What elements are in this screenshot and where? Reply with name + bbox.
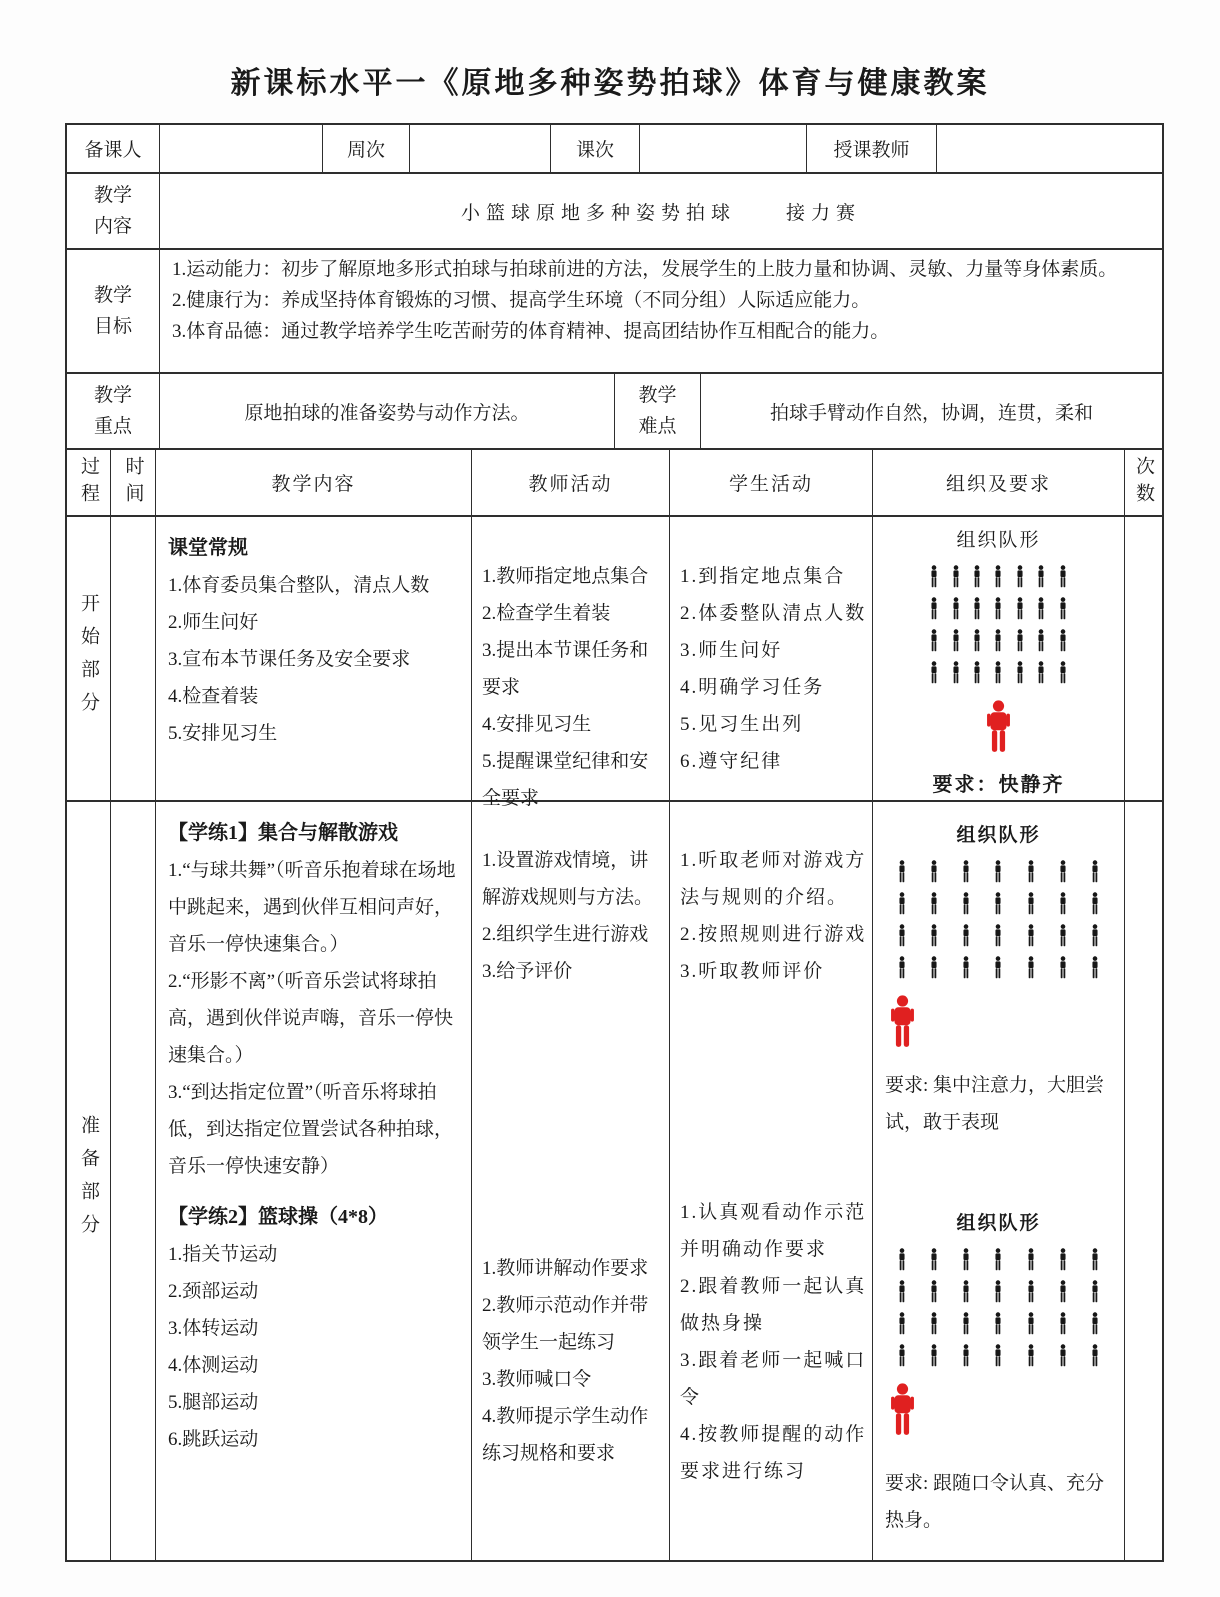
student-person-icon	[897, 956, 907, 979]
list-item: 2.颈部运动	[168, 1281, 259, 1302]
student-person-icon	[1026, 892, 1036, 915]
student-person-icon	[993, 1312, 1003, 1335]
list-item: 2.“形影不离”（听音乐尝试将球拍高，遇到伙伴说声嗨，音乐一停快速集合。）	[168, 971, 454, 1066]
student-person-icon	[929, 1344, 939, 1367]
list-item: 4.安排见习生	[482, 714, 592, 735]
list-item: 1.体育委员集合整队，清点人数	[168, 575, 430, 596]
header-teaching-content: 教学内容	[156, 450, 472, 515]
start-org-title: 组织队形	[956, 530, 1041, 551]
objectives-list	[160, 250, 1162, 372]
start-student-list	[680, 517, 868, 780]
list-item: 1.运动能力：初步了解原地多形式拍球与拍球前进的方法，发展学生的上肢力量和协调、灵敏、力量等身体素质。	[172, 259, 1118, 280]
list-item: 6.遵守纪律	[680, 751, 783, 772]
student-person-icon	[1026, 1344, 1036, 1367]
student-person-icon	[929, 860, 939, 883]
start-organization	[873, 517, 1125, 800]
start-content-title: 课堂常规	[168, 537, 248, 559]
drill1-teacher-list	[472, 842, 669, 990]
list-item: 2.按照规则进行游戏	[680, 924, 867, 945]
list-item: 2.组织学生进行游戏	[482, 924, 649, 945]
student-person-icon	[972, 565, 982, 588]
header-organization: 组织及要求	[873, 450, 1125, 515]
teaching-content-text: 小篮球原地多种姿势拍球 接力赛	[460, 202, 861, 224]
student-person-icon	[897, 1248, 907, 1271]
student-person-icon	[1090, 924, 1100, 947]
list-item: 1.教师指定地点集合	[482, 566, 649, 587]
student-person-icon	[993, 661, 1003, 684]
list-item: 2.跟着教师一起认真做热身操	[680, 1276, 867, 1334]
student-person-icon	[1058, 1248, 1068, 1271]
drill2-org-requirement: 要求: 跟随口令认真、充分热身。	[885, 1473, 1105, 1531]
list-item: 1.设置游戏情境，讲解游戏规则与方法。	[482, 850, 654, 908]
student-person-icon	[1090, 1344, 1100, 1367]
prepare-time-cell	[111, 802, 156, 1560]
student-person-icon	[929, 565, 939, 588]
list-item: 4.按教师提醒的动作要求进行练习	[680, 1424, 867, 1482]
student-person-icon	[1058, 661, 1068, 684]
drill1-title: 【学练1】集合与解散游戏	[168, 822, 398, 844]
start-student-activity	[670, 517, 873, 800]
drill1-org-block	[873, 822, 1124, 1141]
objectives-row	[67, 250, 1162, 374]
student-person-icon	[1015, 629, 1025, 652]
student-person-icon	[1058, 1312, 1068, 1335]
start-section-row	[67, 517, 1162, 809]
drill2-title: 【学练2】篮球操（4*8）	[168, 1206, 388, 1228]
student-person-icon	[1015, 597, 1025, 620]
list-item: 3.师生问好	[680, 640, 783, 661]
student-person-icon	[1058, 860, 1068, 883]
list-item: 1.教师讲解动作要求	[482, 1258, 649, 1279]
list-item: 5.安排见习生	[168, 723, 278, 744]
list-item: 1.认真观看动作示范并明确动作要求	[680, 1202, 867, 1260]
student-person-icon	[1090, 956, 1100, 979]
student-person-icon	[1026, 860, 1036, 883]
student-person-icon	[951, 629, 961, 652]
student-person-icon	[929, 956, 939, 979]
student-person-icon	[897, 1280, 907, 1303]
week-value	[410, 125, 551, 172]
teaching-content-row	[67, 174, 1162, 250]
objectives-label: 教学目标	[67, 250, 160, 372]
list-item: 3.“到达指定位置”（听音乐将球拍低，到达指定位置尝试各种拍球，音乐一停快速安静）	[168, 1082, 454, 1177]
difficulty-value: 拍球手臂动作自然，协调，连贯，柔和	[769, 402, 1093, 424]
list-item: 2.体委整队清点人数	[680, 603, 867, 624]
teacher-person-icon	[985, 700, 1012, 754]
student-person-icon	[1015, 565, 1025, 588]
student-person-icon	[993, 924, 1003, 947]
teaching-content-value	[160, 174, 1162, 248]
key-point-value: 原地拍球的准备姿势与动作方法。	[160, 374, 615, 448]
student-person-icon	[1036, 597, 1046, 620]
student-person-icon	[1058, 565, 1068, 588]
student-person-icon	[1026, 924, 1036, 947]
student-person-icon	[1026, 1248, 1036, 1271]
difficulty-label: 教学难点	[615, 374, 701, 448]
student-person-icon	[993, 892, 1003, 915]
prepare-teacher-activity	[472, 802, 670, 1560]
student-person-icon	[1058, 597, 1068, 620]
start-org-requirement: 要求：快静齐	[932, 774, 1065, 796]
start-process-label: 开始部分	[67, 517, 111, 800]
drill2-formation-grid	[886, 1248, 1112, 1367]
student-person-icon	[961, 1344, 971, 1367]
instructor-value	[937, 125, 1162, 172]
header-time: 时间	[111, 450, 156, 515]
student-person-icon	[951, 565, 961, 588]
drill1-org-requirement: 要求: 集中注意力，大胆尝试，敢于表现	[885, 1075, 1105, 1133]
list-item: 2.教师示范动作并带领学生一起练习	[482, 1295, 649, 1353]
drill1-formation-grid	[886, 860, 1112, 979]
lesson-number-value	[640, 125, 807, 172]
list-item: 1.指关节运动	[168, 1244, 278, 1265]
student-person-icon	[1058, 924, 1068, 947]
drill1-content	[156, 814, 471, 1185]
student-person-icon	[929, 1312, 939, 1335]
student-person-icon	[961, 860, 971, 883]
header-process: 过程	[67, 450, 111, 515]
drill2-teacher-list	[472, 1250, 669, 1472]
prepare-teaching-content	[156, 802, 472, 1560]
student-person-icon	[1058, 1280, 1068, 1303]
student-person-icon	[993, 1344, 1003, 1367]
student-person-icon	[993, 956, 1003, 979]
student-person-icon	[929, 661, 939, 684]
student-person-icon	[1026, 1312, 1036, 1335]
student-person-icon	[1090, 1248, 1100, 1271]
drill2-content-list	[168, 1236, 463, 1458]
student-person-icon	[897, 1344, 907, 1367]
student-person-icon	[1036, 661, 1046, 684]
student-person-icon	[972, 661, 982, 684]
start-teacher-list	[482, 517, 663, 817]
preparer-label: 备课人	[67, 125, 160, 172]
student-person-icon	[929, 924, 939, 947]
drill1-org-title: 组织队形	[956, 825, 1041, 846]
header-student-activity: 学生活动	[670, 450, 873, 515]
key-point-label: 教学重点	[67, 374, 160, 448]
student-person-icon	[961, 924, 971, 947]
list-item: 3.提出本节课任务和要求	[482, 640, 649, 698]
drill2-content	[156, 1198, 471, 1458]
list-item: 3.体育品德：通过教学培养学生吃苦耐劳的体育精神、提高团结协作互相配合的能力。	[172, 321, 890, 342]
list-item: 6.跳跃运动	[168, 1429, 259, 1450]
list-item: 5.提醒课堂纪律和安全要求	[482, 751, 649, 809]
header-teacher-activity: 教师活动	[472, 450, 670, 515]
list-item: 2.检查学生着装	[482, 603, 611, 624]
student-person-icon	[1090, 1280, 1100, 1303]
list-item: 3.听取教师评价	[680, 961, 825, 982]
student-person-icon	[993, 860, 1003, 883]
main-header-row	[67, 450, 1162, 517]
list-item: 3.体转运动	[168, 1318, 259, 1339]
start-teaching-content	[156, 517, 472, 800]
student-person-icon	[929, 1248, 939, 1271]
teaching-content-label: 教学内容	[67, 174, 160, 248]
student-person-icon	[1090, 892, 1100, 915]
list-item: 4.检查着装	[168, 686, 259, 707]
student-person-icon	[1026, 1280, 1036, 1303]
prepare-student-activity	[670, 802, 873, 1560]
student-person-icon	[897, 892, 907, 915]
start-org-block	[873, 517, 1124, 797]
student-person-icon	[1090, 860, 1100, 883]
info-row	[67, 125, 1162, 174]
student-person-icon	[961, 1248, 971, 1271]
prepare-process-label: 准备部分	[67, 802, 111, 1560]
student-person-icon	[961, 892, 971, 915]
student-person-icon	[1058, 629, 1068, 652]
student-person-icon	[897, 1312, 907, 1335]
list-item: 4.教师提示学生动作练习规格和要求	[482, 1406, 649, 1464]
student-person-icon	[993, 565, 1003, 588]
start-teacher-activity	[472, 517, 670, 809]
drill1-student-list	[670, 842, 872, 990]
student-person-icon	[897, 860, 907, 883]
list-item: 2.师生问好	[168, 612, 259, 633]
student-person-icon	[929, 1280, 939, 1303]
student-person-icon	[929, 597, 939, 620]
lesson-number-label: 课次	[551, 125, 640, 172]
student-person-icon	[929, 629, 939, 652]
list-item: 1.听取老师对游戏方法与规则的介绍。	[680, 850, 867, 908]
student-person-icon	[1058, 1344, 1068, 1367]
student-person-icon	[993, 1248, 1003, 1271]
start-time-cell	[111, 517, 156, 800]
start-count-cell	[1125, 517, 1162, 800]
start-content-list	[168, 567, 463, 752]
start-formation-grid	[924, 565, 1074, 684]
drill2-org-block	[873, 1210, 1124, 1539]
teacher-person-icon	[889, 995, 916, 1049]
prepare-count-cell	[1125, 802, 1162, 1560]
student-person-icon	[951, 661, 961, 684]
week-label: 周次	[323, 125, 410, 172]
student-person-icon	[1058, 892, 1068, 915]
student-person-icon	[951, 597, 961, 620]
page-title: 新课标水平一《原地多种姿势拍球》体育与健康教案	[230, 67, 990, 100]
student-person-icon	[1026, 956, 1036, 979]
student-person-icon	[993, 629, 1003, 652]
focus-row	[67, 374, 1162, 450]
list-item: 1.“与球共舞”（听音乐抱着球在场地中跳起来，遇到伙伴互相问声好，音乐一停快速集合。）	[168, 860, 456, 955]
list-item: 3.教师喊口令	[482, 1369, 592, 1390]
student-person-icon	[961, 956, 971, 979]
list-item: 2.健康行为：养成坚持体育锻炼的习惯、提高学生环境（不同分组）人际适应能力。	[172, 290, 871, 311]
lesson-plan-table	[65, 123, 1164, 1562]
prepare-organization	[873, 802, 1125, 1560]
student-person-icon	[1090, 1312, 1100, 1335]
student-person-icon	[993, 597, 1003, 620]
student-person-icon	[961, 1312, 971, 1335]
teacher-person-icon	[889, 1383, 916, 1437]
student-person-icon	[897, 924, 907, 947]
header-count: 次数	[1133, 455, 1154, 510]
list-item: 5.腿部运动	[168, 1392, 259, 1413]
student-person-icon	[993, 1280, 1003, 1303]
drill1-content-list	[168, 852, 463, 1185]
student-person-icon	[972, 629, 982, 652]
list-item: 4.明确学习任务	[680, 677, 825, 698]
prepare-section-row	[67, 802, 1162, 1560]
drill2-org-title: 组织队形	[956, 1213, 1041, 1234]
drill2-student-list	[670, 1194, 872, 1490]
list-item: 3.给予评价	[482, 961, 573, 982]
list-item: 4.体测运动	[168, 1355, 259, 1376]
preparer-value	[160, 125, 323, 172]
student-person-icon	[1036, 629, 1046, 652]
student-person-icon	[1015, 661, 1025, 684]
student-person-icon	[972, 597, 982, 620]
student-person-icon	[1036, 565, 1046, 588]
student-person-icon	[961, 1280, 971, 1303]
list-item: 1.到指定地点集合	[680, 566, 846, 587]
student-person-icon	[929, 892, 939, 915]
list-item: 3.宣布本节课任务及安全要求	[168, 649, 411, 670]
list-item: 3.跟着老师一起喊口令	[680, 1350, 867, 1408]
instructor-label: 授课教师	[807, 125, 937, 172]
list-item: 5.见习生出列	[680, 714, 804, 735]
student-person-icon	[1058, 956, 1068, 979]
